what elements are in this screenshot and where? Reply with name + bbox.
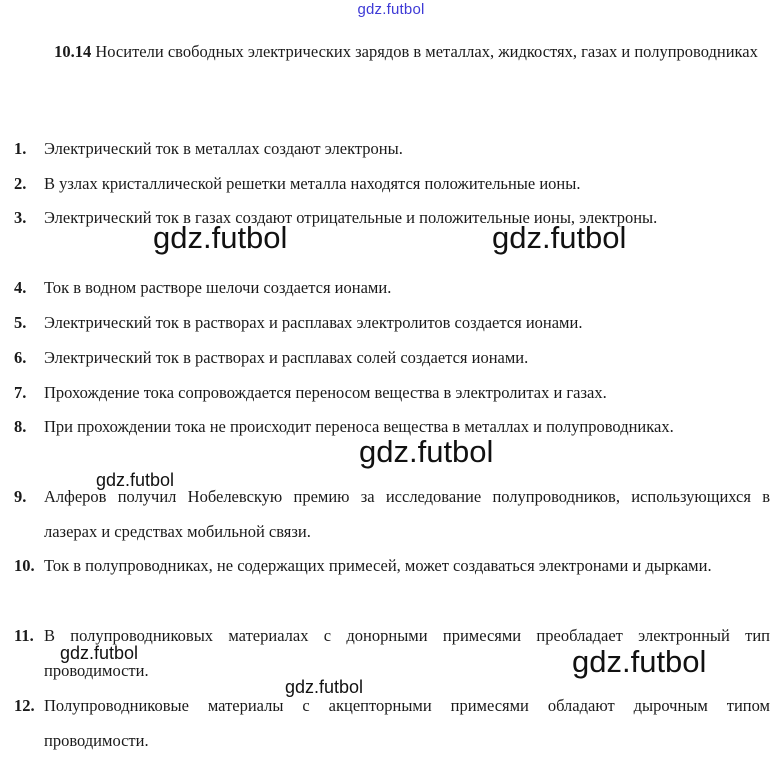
item-text: Электрический ток в растворах и расплавах электролитов создается ионами.: [44, 313, 583, 332]
item-text: Электрический ток в металлах создают электроны.: [44, 139, 403, 158]
page-title: [30, 34, 782, 69]
item-text: В полупроводниковых материалах с донорными примесями преобладает электронный тип проводимости.: [44, 626, 770, 680]
item-number: 7.: [14, 383, 27, 402]
watermark: gdz.futbol: [153, 220, 288, 255]
item-number: 6.: [14, 348, 27, 367]
item-text: Электрический ток в растворах и расплавах солей создается ионами.: [44, 348, 529, 367]
item-number: 12.: [14, 696, 35, 715]
watermark: gdz.futbol: [60, 643, 139, 663]
item-number: 10.: [14, 556, 35, 575]
watermark: gdz.futbol: [285, 677, 364, 697]
item-text: Ток в полупроводниках, не содержащих примесей, может создаваться электронами и дырками.: [44, 556, 712, 575]
item-number: 9.: [14, 487, 27, 506]
item-number: 2.: [14, 174, 27, 193]
section-title: Носители свободных электрических зарядов в металлах, жидкостях, газах и полупроводниках: [95, 42, 758, 61]
item-number: 1.: [14, 139, 27, 158]
item-number: 11.: [14, 626, 34, 645]
item-text: Алферов получил Нобелевскую премию за исследование полупроводников, использующихся в лазерах и средствах мобильной связи.: [44, 487, 770, 541]
item-text: Полупроводниковые материалы с акцепторными примесями обладают дырочным типом проводимости.: [44, 696, 770, 750]
item-text: Ток в водном растворе шелочи создается ионами.: [44, 278, 392, 297]
item-text: Электрический ток в газах создают отрицательные и положительные ионы, электроны.: [44, 208, 658, 227]
watermark: gdz.futbol: [572, 644, 707, 679]
item-number: 4.: [14, 278, 27, 297]
item-number: 5.: [14, 313, 27, 332]
item-text: В узлах кристаллической решетки металла находятся положительные ионы.: [44, 174, 581, 193]
watermark: gdz.futbol: [492, 220, 627, 255]
item-text: Прохождение тока сопровождается переносом вещества в электролитах и газах.: [44, 383, 607, 402]
item-number: 3.: [14, 208, 27, 227]
item-number: 8.: [14, 417, 27, 436]
watermark-top: gdz.futbol: [357, 1, 425, 18]
watermark: gdz.futbol: [359, 434, 494, 469]
watermark: gdz.futbol: [96, 470, 175, 490]
item-text: При прохождении тока не происходит переноса вещества в металлах и полупроводниках.: [44, 417, 674, 436]
section-number: 10.14: [54, 42, 92, 61]
